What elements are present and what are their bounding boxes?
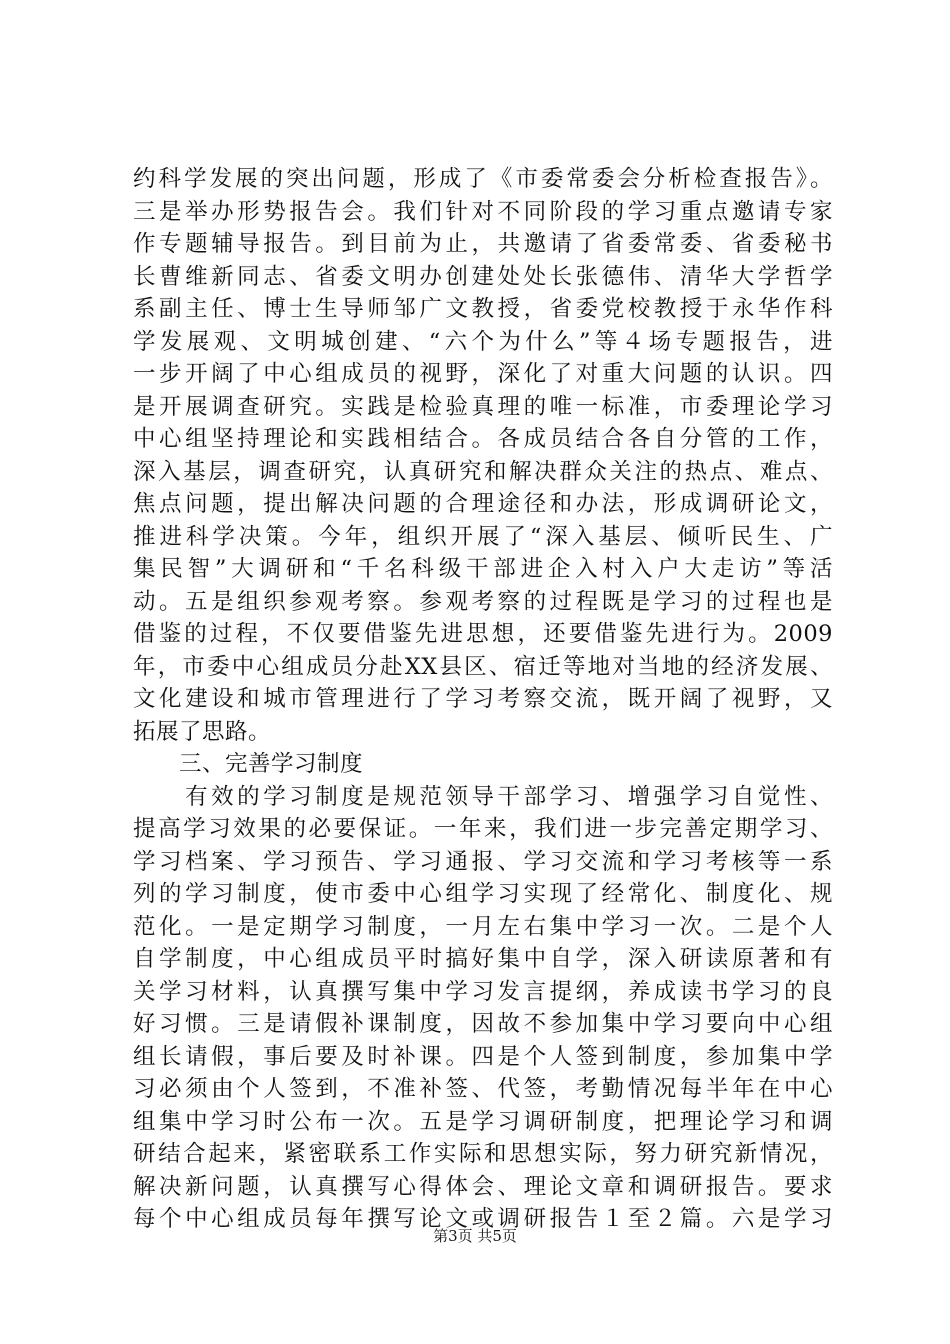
text-line: 长曹维新同志、省委文明办创建处处长张德伟、清华大学哲学	[133, 263, 833, 290]
text-line: 系副主任、博士生导师邹广文教授，省委党校教授于永华作科	[133, 296, 833, 322]
text-line: 借鉴的过程，不仅要借鉴先进思想，还要借鉴先进行为。2009	[133, 621, 833, 647]
section-heading: 三、完善学习制度	[133, 751, 364, 777]
page-number: 第3页 共5页	[433, 1227, 517, 1245]
document-body	[133, 163, 833, 1236]
text-line: 集民智”大调研和“千名科级干部进企入村入户大走访”等活	[133, 556, 833, 582]
text-line: 年，市委中心组成员分赴XX县区、宿迁等地对当地的经济发展、	[133, 653, 833, 680]
text-line: 每个中心组成员每年撰写论文或调研报告１至２篇。六是学习	[133, 1206, 833, 1232]
text-line: 中心组坚持理论和实践相结合。各成员结合各自分管的工作，	[133, 426, 833, 452]
text-line: 习必须由个人签到，不准补签、代签，考勤情况每半年在中心	[133, 1076, 833, 1102]
text-line: 学发展观、文明城创建、“六个为什么”等４场专题报告，进	[133, 328, 833, 355]
text-line: 研结合起来，紧密联系工作实际和思想实际，努力研究新情况，	[133, 1141, 833, 1167]
text-line: 是开展调查研究。实践是检验真理的唯一标准，市委理论学习	[133, 393, 833, 420]
text-line: 范化。一是定期学习制度，一月左右集中学习一次。二是个人	[133, 913, 833, 940]
text-line: 有效的学习制度是规范领导干部学习、增强学习自觉性、	[133, 783, 833, 810]
text-line: 推进科学决策。今年，组织开展了“深入基层、倾听民生、广	[133, 523, 833, 550]
text-line: 三是举办形势报告会。我们针对不同阶段的学习重点邀请专家	[133, 198, 833, 225]
text-line: 自学制度，中心组成员平时搞好集中自学，深入研读原著和有	[133, 946, 833, 972]
text-line: 解决新问题，认真撰写心得体会、理论文章和调研报告。要求	[133, 1173, 833, 1200]
text-line: 列的学习制度，使市委中心组学习实现了经常化、制度化、规	[133, 881, 833, 907]
text-line: 焦点问题，提出解决问题的合理途径和办法，形成调研论文，	[133, 491, 833, 517]
text-line: 组集中学习时公布一次。五是学习调研制度，把理论学习和调	[133, 1108, 833, 1135]
text-line: 拓展了思路。	[133, 718, 272, 745]
text-line: 关学习材料，认真撰写集中学习发言提纲，养成读书学习的良	[133, 978, 833, 1005]
text-line: 文化建设和城市管理进行了学习考察交流，既开阔了视野，又	[133, 686, 833, 712]
text-line: 约科学发展的突出问题，形成了《市委常委会分析检查报告》。	[133, 166, 833, 192]
text-line: 组长请假，事后要及时补课。四是个人签到制度，参加集中学	[133, 1043, 833, 1070]
text-line: 深入基层，调查研究，认真研究和解决群众关注的热点、难点、	[133, 458, 833, 485]
text-line: 一步开阔了中心组成员的视野，深化了对重大问题的认识。四	[133, 361, 833, 387]
text-line: 作专题辅导报告。到目前为止，共邀请了省委常委、省委秘书	[133, 231, 833, 257]
text-line: 动。五是组织参观考察。参观考察的过程既是学习的过程也是	[133, 588, 833, 615]
text-line: 好习惯。三是请假补课制度，因故不参加集中学习要向中心组	[133, 1011, 833, 1037]
text-line: 提高学习效果的必要保证。一年来，我们进一步完善定期学习、	[133, 816, 833, 842]
text-line: 学习档案、学习预告、学习通报、学习交流和学习考核等一系	[133, 848, 833, 875]
